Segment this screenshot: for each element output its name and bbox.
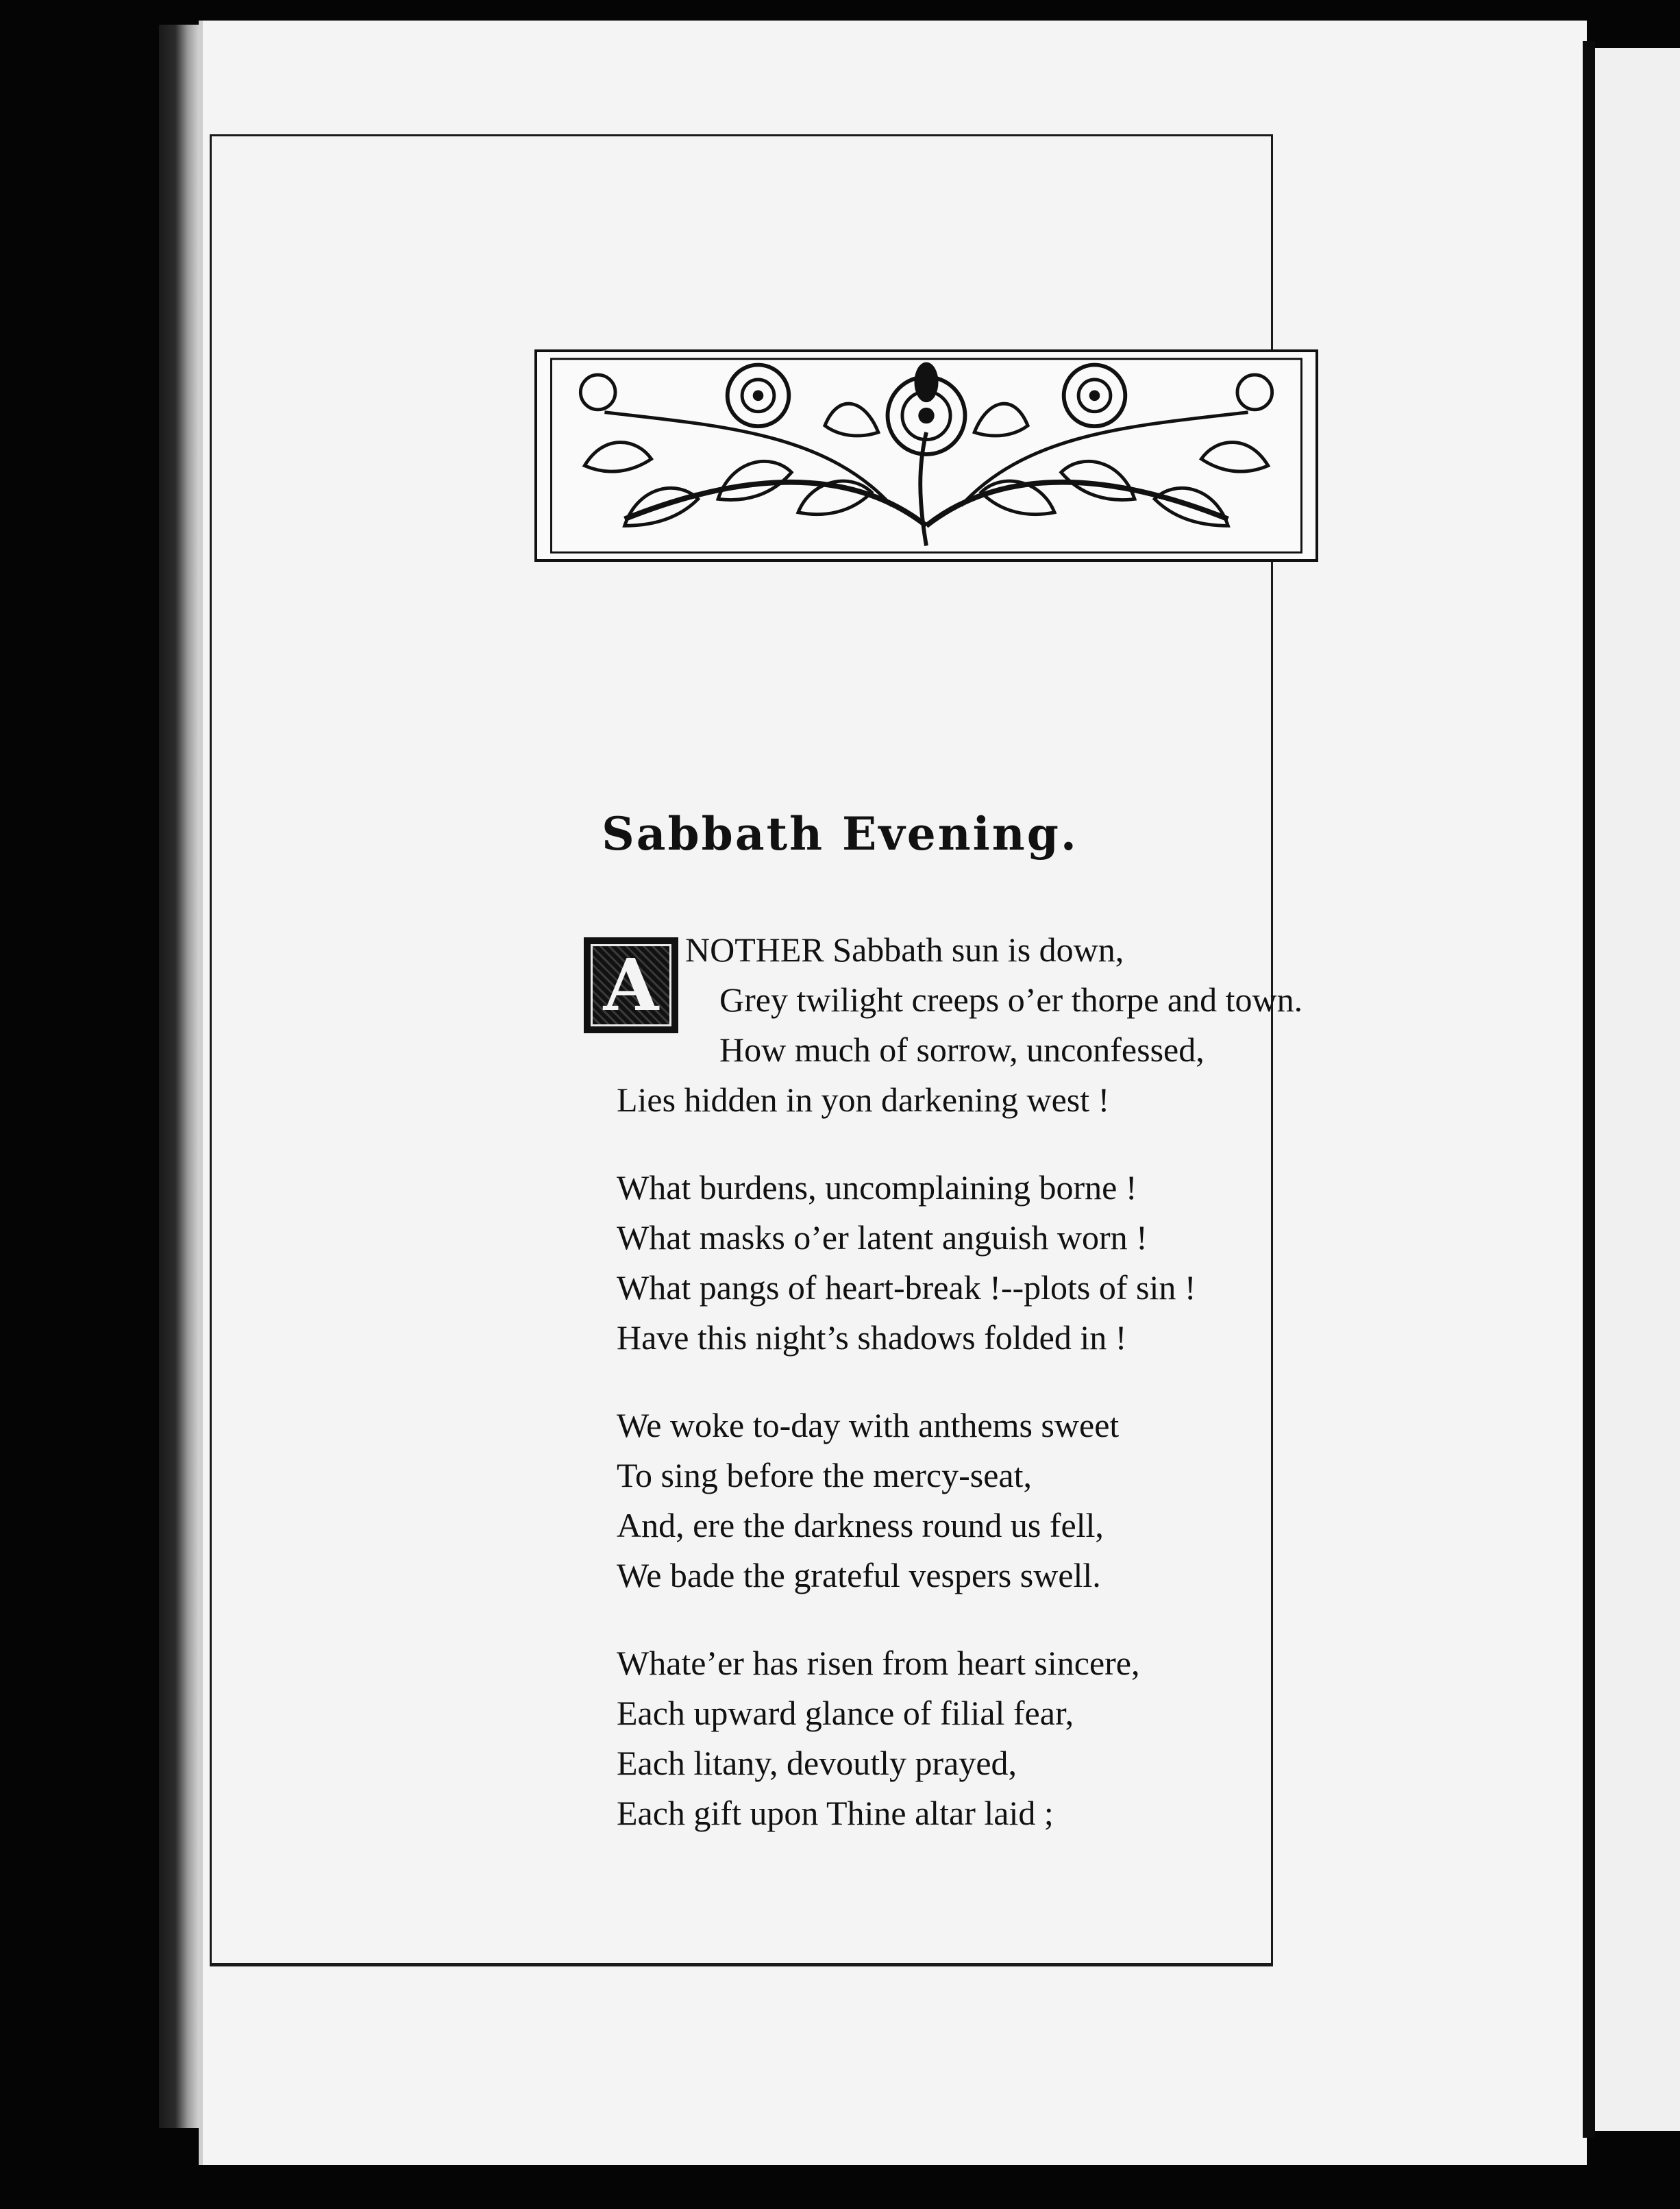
adjacent-page-edge <box>1595 48 1680 2131</box>
book-spine-edge <box>159 25 200 2128</box>
poem-line: And, ere the darkness round us fell, <box>617 1506 1104 1544</box>
poem-line: Have this night’s shadows folded in ! <box>617 1318 1127 1357</box>
poem-line: What pangs of heart-break !--plots of sin ! <box>617 1268 1196 1307</box>
poem-line: We woke to-day with anthems sweet <box>617 1406 1120 1444</box>
poem-line: Grey twilight creeps o’er thorpe and town. <box>719 980 1303 1019</box>
poem-line: To sing before the mercy-seat, <box>617 1456 1032 1494</box>
poem-line: Each litany, devoutly prayed, <box>617 1744 1017 1782</box>
poem-line: Each upward glance of filial fear, <box>617 1694 1074 1732</box>
dropcap-letter: A <box>603 943 659 1027</box>
poem-line: What masks o’er latent anguish worn ! <box>617 1218 1148 1257</box>
poem-line: Lies hidden in yon darkening west ! <box>617 1081 1110 1119</box>
poem-title: Sabbath Evening. <box>602 807 1078 861</box>
floral-headpiece-icon <box>534 349 1318 562</box>
poem-line: Each gift upon Thine altar laid ; <box>617 1794 1054 1832</box>
floral-ornament-svg <box>537 352 1315 559</box>
stanza <box>617 1163 1439 1363</box>
poem-line: Whate’er has risen from heart sincere, <box>617 1644 1140 1682</box>
poem-line: We bade the grateful vespers swell. <box>617 1556 1101 1594</box>
page-gutter <box>1583 41 1595 2138</box>
poem-body <box>617 925 1439 1876</box>
poem-line: What burdens, uncomplaining borne ! <box>617 1168 1137 1207</box>
stanza <box>617 925 1439 1125</box>
poem-line: How much of sorrow, unconfessed, <box>719 1031 1205 1069</box>
stanza <box>617 1638 1439 1838</box>
stanza <box>617 1400 1439 1601</box>
poem-line: NOTHER Sabbath sun is down, <box>685 930 1124 969</box>
